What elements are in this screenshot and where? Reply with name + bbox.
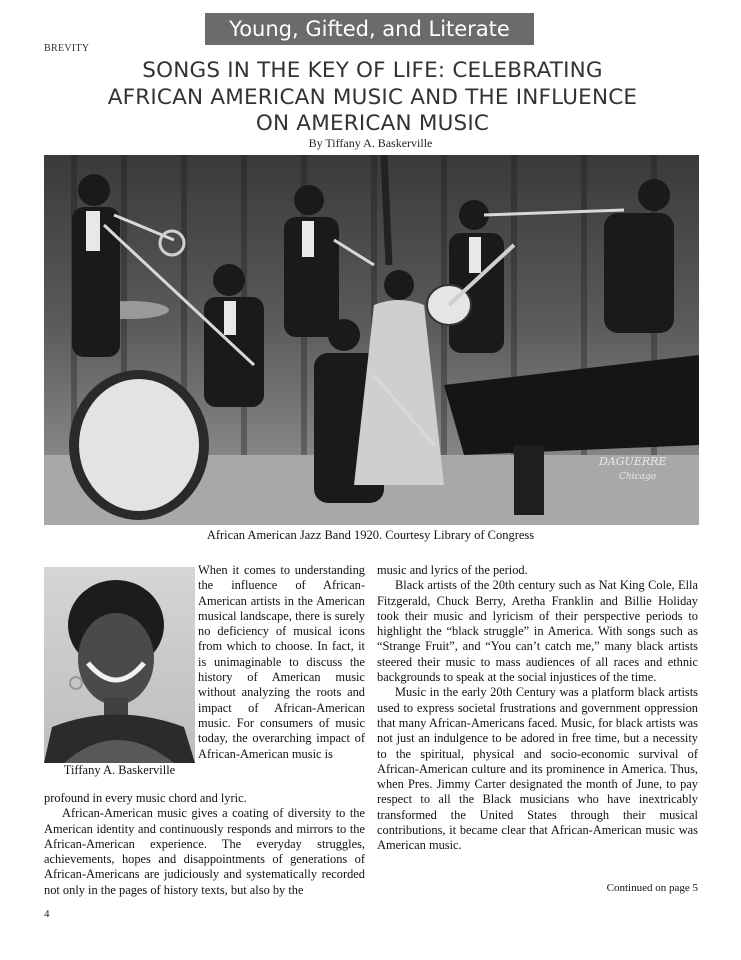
- article-right-column: [377, 563, 698, 854]
- article-headline: [60, 58, 685, 138]
- paragraph-3: Black artists of the 20th century such as Nat King Cole, Ella Fitzgerald, Chuck Berry, Aretha Franklin and Billie Holiday took their music and lyricism of their perspective periods to highlight the “black struggle” in America. With songs such as “Strange Fruit”, and “You can’t catch me,” many black artists steered their music to mass audiences of all races and ethnic backgrounds to speak at the social injustices of the time.: [377, 578, 698, 685]
- piano-mark-city: Chicago: [619, 472, 657, 482]
- article-left-column: [44, 791, 365, 898]
- byline: By Tiffany A. Baskerville: [308, 136, 433, 150]
- headline-line-1: SONGS IN THE KEY OF LIFE: CELEBRATING: [142, 58, 603, 83]
- paragraph-2-end: music and lyrics of the period.: [377, 563, 528, 577]
- section-banner: Young, Gifted, and Literate: [205, 13, 534, 45]
- headline-line-2: AFRICAN AMERICAN MUSIC AND THE INFLUENCE: [107, 84, 638, 110]
- intro-paragraph-end: profound in every music chord and lyric.: [44, 791, 247, 805]
- author-caption: Tiffany A. Baskerville: [63, 763, 176, 777]
- paragraph-4: Music in the early 20th Century was a platform black artists used to express societal frustrations and government oppression that many African-Americans faced. Music, for black artists was not just an indulgence to be adored in free time, but a necessity to the spiritual, physical and socio-economic survival of African-American culture and its prominence in America. Thus, when Pres. Jimmy Carter designated the month of June, to pay respect to all the Black musicians who have inextricably transformed the United States through their musical contributions, it became clear that African-American music was American music.: [377, 685, 698, 853]
- jazz-band-photo: [44, 155, 699, 525]
- article-intro-column: [198, 563, 365, 762]
- continued-note: Continued on page 5: [606, 882, 698, 894]
- headline-line-3: ON AMERICAN MUSIC: [255, 111, 490, 136]
- author-photo: [44, 567, 195, 763]
- author-portrait: [44, 567, 195, 763]
- paragraph-2: African-American music gives a coating of diversity to the American identity and continuously responds and mirrors to the African-American experience. The everyday struggles, achievements, hopes and disappointments of generations of African-Americans are judiciously and systematically recorded not only in the pages of history texts, but also by the: [44, 806, 365, 897]
- jazz-band-illustration: [44, 155, 699, 525]
- intro-paragraph: When it comes to understanding the influence of African-American artists in the American musical landscape, there is surely no deficiency of musical icons from which to choose. In fact, it is unimaginable to discuss the history of American music without analyzing the roots and impact of African-American music. For consumers of music today, the overarching impact of African-American music is: [198, 563, 365, 761]
- section-label: BREVITY: [44, 43, 90, 54]
- page-number: 4: [44, 908, 50, 920]
- piano-mark: DAGUERRE: [599, 455, 667, 468]
- photo-caption: African American Jazz Band 1920. Courtesy Library of Congress: [206, 528, 535, 542]
